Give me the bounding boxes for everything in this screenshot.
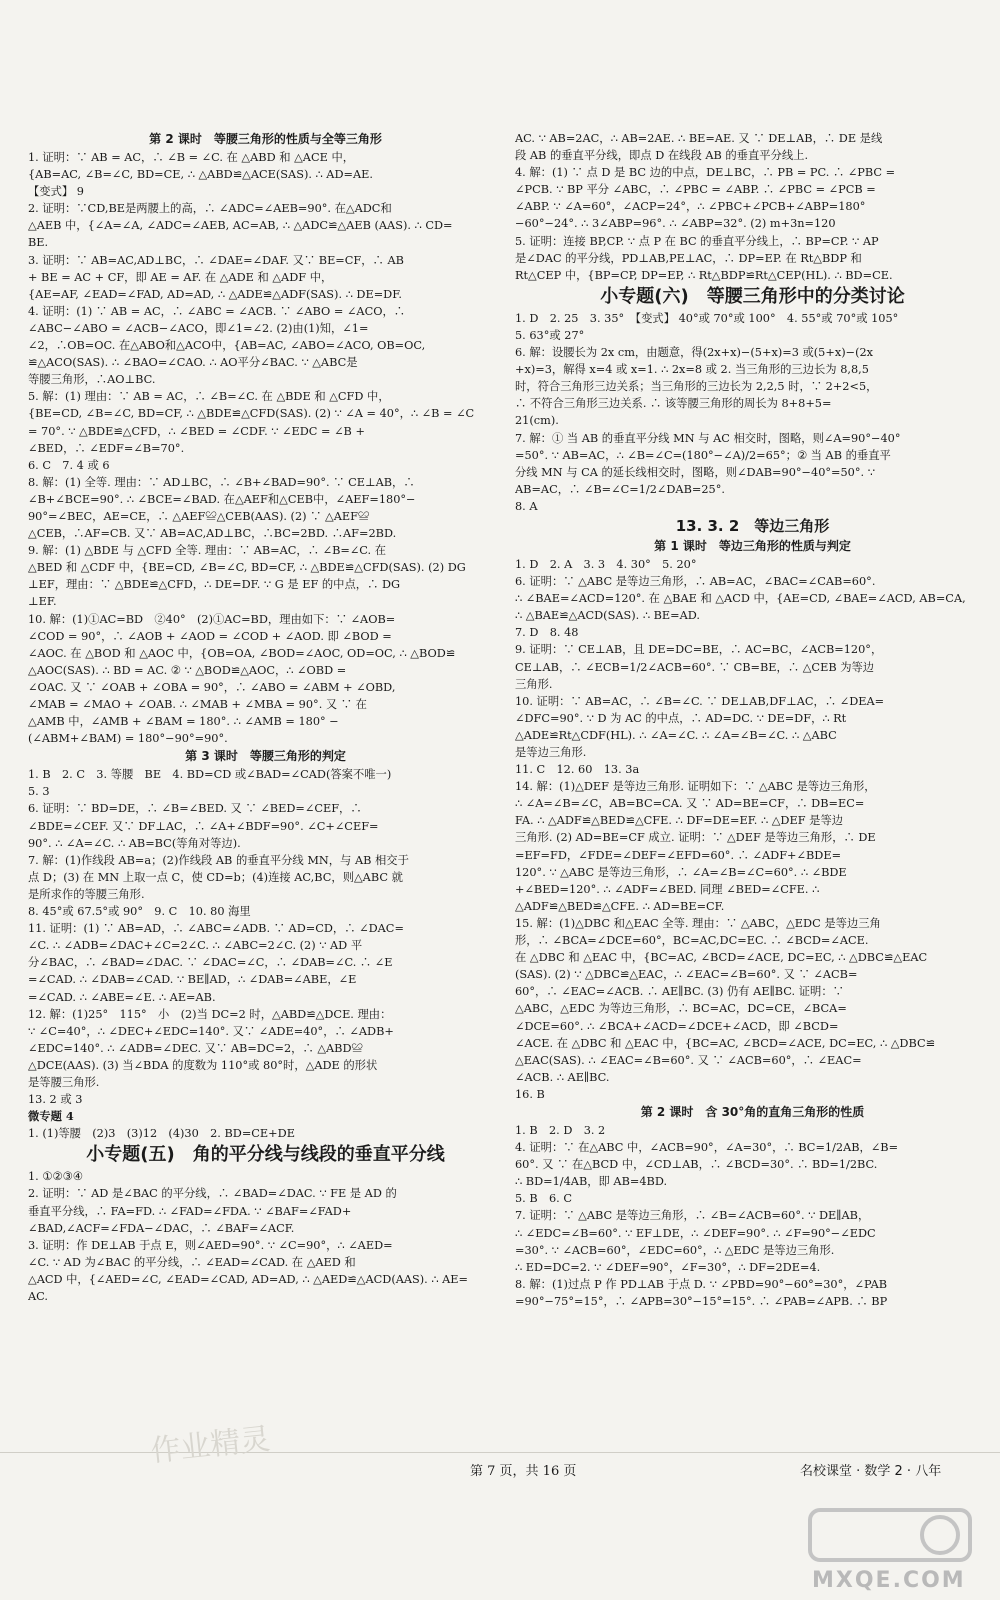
answer-line: 11. C 12. 60 13. 3a — [515, 763, 640, 777]
answer-line: 8. 解：(1)过点 P 作 PD⊥AB 于点 D. ∵ ∠PBD=90°−60°=30°，∠PAB — [515, 1277, 888, 1291]
answer-line: 3. 证明：作 DE⊥AB 于点 E，则∠AED=90°. ∵ ∠C=90°，∴ ∠AED= — [28, 1238, 393, 1252]
answer-line: 120°. ∵ △ABC 是等边三角形，∴ ∠A=∠B=∠C=60°. ∴ ∠BDE — [515, 865, 847, 879]
answer-line: △AEB 中，{∠A=∠A, ∠ADC=∠AEB, AC=AB, ∴ △ADC≌△AEB (AAS). ∴ CD= — [28, 219, 453, 233]
left-lines-3 — [28, 1168, 503, 1305]
answer-line: 9. 证明：∵ CE⊥AB，且 DE=DC=BE，∴ AC=BC，∠ACB=120°， — [515, 643, 883, 657]
answer-line: {AE=AF, ∠EAD=∠FAD, AD=AD, ∴ △ADE≌△ADF(SAS). ∴ DE=DF. — [28, 287, 402, 301]
answer-line: △CEB，∴AF=CB. 又∵ AB=AC,AD⊥BC，∴BC=2BD. ∴AF=2BD. — [28, 527, 397, 541]
sub-heading: 第 1 课时 等边三角形的性质与判定 — [654, 538, 851, 553]
answer-line: ∠EDC=140°. ∴ ∠ADB=∠DEC. 又∵ AB=DC=2，∴ △ABD≌ — [28, 1041, 363, 1055]
answer-line: △ADF≌△BED≌△CFE. ∴ AD=BE=CF. — [515, 899, 725, 913]
answer-line: 14. 解：(1)△DEF 是等边三角形. 证明如下：∵ △ABC 是等边三角形， — [515, 780, 876, 794]
answer-line: =50°. ∵ AB=AC，∴ ∠B=∠C=(180°−∠A)/2=65°；② 当 AB 的垂直平 — [515, 448, 891, 462]
big-heading: 小专题(六) 等腰三角形中的分类讨论 — [600, 285, 905, 307]
answer-line: ∠2，∴OB=OC. 在△ABO和△ACO中，{AB=AC, ∠ABO=∠ACO, OB=OC, — [28, 339, 426, 353]
answer-line: ⊥EF，理由：∵ △BDE≌△CFD，∴ DE=DF. ∵ G 是 EF 的中点，∴ DG — [28, 578, 401, 592]
answer-line: △BED 和 △CDF 中，{BE=CD, ∠B=∠C, BD=CF, ∴ △BDE≌△CFD(SAS). (2) DG — [28, 561, 466, 575]
answer-line: AC. — [28, 1290, 48, 1303]
answer-line: ⊥EF. — [28, 595, 57, 609]
answer-line: 1. D 2. A 3. 3 4. 30° 5. 20° — [515, 557, 697, 571]
answer-line: 10. 解：(1)①AC=BD ②40° (2)①AC=BD，理由如下：∵ ∠AOB= — [28, 612, 396, 626]
answer-line: (SAS). (2) ∵ △DBC≌△EAC，∴ ∠EAC=∠B=60°. 又 ∵ ∠ACB= — [515, 968, 858, 982]
answer-line: 11. 证明：(1) ∵ AB=AD，∴ ∠ABC=∠ADB. ∵ AD=CD，∴ ∠DAC= — [28, 922, 404, 936]
answer-line: FA. ∴ △ADF≌△BED≌△CFE. ∴ DF=DE=EF. ∴ △DEF 是等边 — [515, 814, 844, 828]
answer-line: Rt△CEP 中，{BP=CP, DP=EP, ∴ Rt△BDP≌Rt△CEP(HL). ∴ BD=CE. — [515, 268, 893, 282]
answer-line: 12. 解：(1)25° 115° 小 (2)当 DC=2 时，△ABD≌△DCE. 理由： — [28, 1007, 392, 1021]
answer-line: 时，符合三角形三边关系；当三角形的三边长为 2,2,5 时，∵ 2+2<5， — [515, 380, 878, 394]
answer-line: △ABC，△EDC 为等边三角形，∴ BC=AC，DC=CE，∠BCA= — [515, 1002, 847, 1016]
answer-line: 1. D 2. 25 3. 35° 【变式】 40°或 70°或 100° 4. 55°或 70°或 105° — [515, 311, 899, 325]
page-number: 第 7 页，共 16 页 — [470, 1464, 577, 1479]
answer-line: 90°. ∴ ∠A=∠C. ∴ AB=BC(等角对等边). — [28, 836, 241, 850]
answer-line: 是等腰三角形. — [28, 1075, 100, 1089]
answer-line: ∠DFC=90°. ∵ D 为 AC 的中点，∴ AD=DC. ∵ DE=DF，∴ Rt — [515, 711, 847, 725]
big-heading: 小专题(五) 角的平分线与线段的垂直平分线 — [86, 1144, 445, 1166]
answer-line: 7. 证明：∵ △ABC 是等边三角形，∴ ∠B=∠ACB=60°. ∵ DE∥AB， — [515, 1209, 870, 1223]
answer-line: =30°. ∵ ∠ACB=60°，∠EDC=60°，∴ △EDC 是等边三角形. — [515, 1243, 835, 1257]
answer-line: 4. 解：(1) ∵ 点 D 是 BC 边的中点，DE⊥BC，∴ PB = PC. ∴ ∠PBC = — [515, 166, 896, 180]
left-column — [28, 130, 503, 1305]
answer-line: 90°=∠BEC，AE=CE，∴ △AEF≌△CEB(AAS). (2) ∵ △AEF≌ — [28, 509, 370, 523]
answer-line: 2. 证明：∵CD,BE是两腰上的高，∴ ∠ADC=∠AEB=90°. 在△ADC和 — [28, 202, 392, 216]
answer-line: =90°−75°=15°，∴ ∠APB=30°−15°=15°. ∴ ∠PAB=∠APB. ∴ BP — [515, 1294, 888, 1308]
answer-line: 1. B 2. C 3. 等腰 BE 4. BD=CD 或∠BAD=∠CAD(答案不唯一) — [28, 768, 392, 782]
answer-line: 4. 证明：∵ 在△ABC 中，∠ACB=90°，∠A=30°，∴ BC=1/2AB，∠B= — [515, 1141, 899, 1155]
answer-line: 8. 45°或 67.5°或 90° 9. C 10. 80 海里 — [28, 905, 251, 919]
answer-line: 15. 解：(1)△DBC 和△EAC 全等. 理由：∵ △ABC，△EDC 是等边三角 — [515, 916, 881, 930]
answer-line: =∠CAD. ∴ ∠ABE=∠E. ∴ AE=AB. — [28, 990, 216, 1004]
answer-line: = 70°. ∵ △BDE≌△CFD，∴ ∠BED = ∠CDF. ∵ ∠EDC = ∠B + — [28, 424, 365, 438]
answer-line: 60°. 又 ∵ 在△BCD 中，∠CD⊥AB，∴ ∠BCD=30°. ∴ BD=1/2BC. — [515, 1158, 878, 1172]
left-lines-1 — [28, 149, 503, 747]
right-lines-1 — [515, 130, 990, 284]
answer-line: 4. 证明：(1) ∵ AB = AC，∴ ∠ABC = ∠ACB. ∵ ∠ABO = ∠ACO，∴ — [28, 304, 406, 318]
watermark: 作业精灵 — [148, 1421, 272, 1470]
answer-line: 8. A — [515, 499, 538, 513]
answer-line: ∠C. ∴ ∠ADB=∠DAC+∠C=2∠C. ∴ ∠ABC=2∠C. (2) ∵ AD 平 — [28, 939, 363, 953]
answer-line: △DCE(AAS). (3) 当∠BDA 的度数为 110°或 80°时，△ADE 的形状 — [28, 1058, 378, 1072]
answer-line: 形，∴ ∠BCA=∠DCE=60°，BC=AC,DC=EC. ∴ ∠BCD=∠ACE. — [515, 934, 869, 948]
answer-line: 6. 解：设腰长为 2x cm，由题意，得(2x+x)−(5+x)=3 或(5+x)−(2x — [515, 346, 874, 360]
answer-line: △AOC(SAS). ∴ BD = AC. ② ∵ △BOD≌△AOC，∴ ∠OBD = — [28, 663, 347, 677]
site-logo-text: MXQE.COM — [812, 1568, 966, 1593]
answer-line: 9. 解：(1) △BDE 与 △CFD 全等. 理由：∵ AB=AC，∴ ∠B=∠C. 在 — [28, 544, 387, 558]
answer-line: ∠BAD,∠ACF=∠FDA−∠DAC，∴ ∠BAF=∠ACF. — [28, 1221, 295, 1235]
answer-line: 是等边三角形. — [515, 746, 587, 759]
answer-line: ∴ △BAE≌△ACD(SAS). ∴ BE=AD. — [515, 609, 701, 623]
answer-line: ∴ ∠BAE=∠ACD=120°. 在 △BAE 和 △ACD 中，{AE=CD, ∠BAE=∠ACD, AB=CA, — [515, 592, 966, 606]
answer-line: 分线 MN 与 CA 的延长线相交时，图略，则∠DAB=90°−40°=50°. ∵ — [515, 465, 875, 479]
answer-line: ∠MAB = ∠MAO + ∠OAB. ∴ ∠MAB + ∠MBA = 90°. 又 ∵ 在 — [28, 698, 367, 711]
answer-line: 是∠DAC 的平分线，PD⊥AB,PE⊥AC，∴ DP=EP. 在 Rt△BDP 和 — [515, 251, 862, 265]
section-heading: 第 2 课时 等腰三角形的性质与全等三角形 — [149, 132, 382, 146]
answer-line: 5. 3 — [28, 785, 50, 799]
answer-line: ∴ BD=1/4AB，即 AB=4BD. — [515, 1175, 668, 1189]
answer-line: =EF=FD，∠FDE=∠DEF=∠EFD=60°. ∴ ∠ADF+∠BDE= — [515, 848, 842, 862]
answer-line: 7. 解：(1)作线段 AB=a；(2)作线段 AB 的垂直平分线 MN，与 AB 相交于 — [28, 853, 409, 867]
answer-line: =∠CAD. ∴ ∠DAB=∠CAD. ∵ BE∥AD，∴ ∠DAB=∠ABE，∠E — [28, 973, 357, 987]
answer-line: △ADE≌Rt△CDF(HL). ∴ ∠A=∠C. ∴ ∠A=∠B=∠C. ∴ △ABC — [515, 728, 837, 742]
answer-line: 垂直平分线，∴ FA=FD. ∴ ∠FAD=∠FDA. ∵ ∠BAF=∠FAD+ — [28, 1204, 352, 1218]
answer-line: + BE = AC + CF，即 AE = AF. 在 △ADE 和 △ADF 中， — [28, 270, 333, 284]
answer-line: 6. 证明：∵ BD=DE，∴ ∠B=∠BED. 又 ∵ ∠BED=∠CEF，∴ — [28, 802, 362, 816]
answer-line: ∠BDE=∠CEF. 又∵ DF⊥AC，∴ ∠A+∠BDF=90°. ∠C+∠CEF= — [28, 819, 379, 833]
answer-line: 7. D 8. 48 — [515, 626, 579, 640]
answer-line: 在 △DBC 和 △EAC 中，{BC=AC, ∠BCD=∠ACE, DC=EC, ∴ △DBC≌△EAC — [515, 951, 928, 965]
section-heading: 第 3 课时 等腰三角形的判定 — [185, 749, 346, 764]
answer-line: ∠ABP. ∵ ∠A=60°，∠ACP=24°，∴ ∠PBC+∠PCB+∠ABP=180° — [515, 200, 866, 214]
micro-topic-line: 1. (1)等腰 (2)3 (3)12 (4)30 2. BD=CE+DE — [28, 1127, 295, 1141]
right-lines-3 — [515, 556, 990, 1103]
answer-line: 5. 证明：连接 BP,CP. ∵ 点 P 在 BC 的垂直平分线上，∴ BP=CP. ∵ AP — [515, 234, 879, 248]
answer-line: 段 AB 的垂直平分线，即点 D 在线段 AB 的垂直平分线上. — [515, 149, 809, 163]
right-lines-2 — [515, 310, 990, 515]
answer-line: 60°，∴ ∠EAC=∠ACB. ∴ AE∥BC. (3) 仍有 AE∥BC. 证明：∵ — [515, 985, 844, 999]
answer-line: ∴ ED=DC=2. ∵ ∠DEF=90°，∠F=30°，∴ DF=2DE=4. — [515, 1260, 821, 1274]
answer-line: 7. 解：① 当 AB 的垂直平分线 MN 与 AC 相交时，图略，则∠A=90°−40° — [515, 431, 901, 445]
answer-line: ∠C. ∵ AD 为∠BAC 的平分线，∴ ∠EAD=∠CAD. 在 △AED 和 — [28, 1255, 356, 1269]
answer-line: ∴ ∠A=∠B=∠C，AB=BC=CA. 又 ∵ AD=BE=CF，∴ DB=EC= — [515, 797, 865, 811]
answer-line: ∠PCB. ∵ BP 平分 ∠ABC，∴ ∠PBC = ∠ABP. ∴ ∠PBC = ∠PCB = — [515, 183, 876, 197]
answer-line: 21(cm). — [515, 414, 559, 428]
answer-line: 1. B 2. D 3. 2 — [515, 1123, 606, 1137]
right-column — [515, 130, 990, 1310]
answer-line: AB=AC，∴ ∠B=∠C=1/2∠DAB=25°. — [515, 482, 725, 496]
answer-line: CE⊥AB，∴ ∠ECB=1/2∠ACB=60°. ∵ CB=BE，∴ △CEB 为等边 — [515, 660, 875, 674]
answer-line: △AMB 中，∠AMB + ∠BAM = 180°. ∴ ∠AMB = 180° − — [28, 715, 339, 729]
answer-line: ∴ ∠EDC=∠B=60°. ∵ EF⊥DE，∴ ∠DEF=90°. ∴ ∠F=90°−∠EDC — [515, 1226, 876, 1240]
answer-line: 3. 证明：∵ AB=AC,AD⊥BC，∴ ∠DAE=∠DAF. 又∵ BE=CF，∴ AB — [28, 253, 404, 267]
answer-line: 分∠BAC，∴ ∠BAD=∠DAC. ∵ ∠DAC=∠C，∴ ∠DAB=∠C. ∴ ∠E — [28, 956, 393, 970]
answer-line: 10. 证明：∵ AB=AC，∴ ∠B=∠C. ∵ DE⊥AB,DF⊥AC，∴ ∠DEA= — [515, 694, 885, 708]
answer-line: 16. B — [515, 1087, 545, 1101]
answer-line: △ACD 中，{∠AED=∠C, ∠EAD=∠CAD, AD=AD, ∴ △AED≌△ACD(AAS). ∴ AE= — [28, 1272, 469, 1286]
answer-line: +∠BED=120°. ∴ ∠ADF=∠BED. 同理 ∠BED=∠CFE. ∴ — [515, 882, 820, 896]
answer-line: ∠BED，∴ ∠EDF=∠B=70°. — [28, 441, 185, 455]
sub-heading: 第 2 课时 含 30°角的直角三角形的性质 — [640, 1104, 865, 1119]
answer-line: {BE=CD, ∠B=∠C, BD=CF, ∴ △BDE≌△CFD(SAS). (2) ∵ ∠A = 40°，∴ ∠B = ∠C — [28, 407, 475, 421]
answer-line: ∠AOC. 在 △BOD 和 △AOC 中，{OB=OA, ∠BOD=∠AOC, OD=OC, ∴ △BOD≌ — [28, 646, 456, 660]
answer-line: 三角形. — [515, 677, 553, 691]
answer-line: +x)=3，解得 x=4 或 x=1. ∴ 2x=8 或 2. 当三角形的三边长为 8,8,5 — [515, 363, 869, 377]
answer-line: 5. 63°或 27° — [515, 328, 585, 342]
left-lines-2 — [28, 766, 503, 1108]
right-lines-4 — [515, 1122, 990, 1310]
answer-line: 6. 证明：∵ △ABC 是等边三角形，∴ AB=AC，∠BAC=∠CAB=60°. — [515, 575, 876, 589]
answer-line: ∠ABC−∠ABO = ∠ACB−∠ACO，即∠1=∠2. (2)由(1)知，∠1= — [28, 321, 369, 335]
answer-line: 是所求作的等腰三角形. — [28, 887, 145, 901]
answer-line: 5. 解：(1) 理由：∵ AB = AC，∴ ∠B=∠C. 在 △BDE 和 △CFD 中， — [28, 390, 390, 404]
answer-line: BE. — [28, 236, 49, 250]
book-brand: 名校课堂 · 数学 2 · 八年 — [800, 1464, 942, 1479]
answer-line: 点 D；(3) 在 MN 上取一点 C，使 CD=b；(4)连接 AC,BC，则△ABC 就 — [28, 870, 403, 884]
answer-line: △EAC(SAS). ∴ ∠EAC=∠B=60°. 又 ∵ ∠ACB=60°，∴ ∠EAC= — [515, 1053, 862, 1067]
answer-line: ≌△ACO(SAS). ∴ ∠BAO=∠CAO. ∴ AO平分∠BAC. ∵ △ABC是 — [28, 356, 358, 370]
answer-line: 5. B 6. C — [515, 1192, 572, 1206]
answer-line: (∠ABM+∠BAM) = 180°−90°=90°. — [28, 732, 228, 746]
answer-line: 2. 证明：∵ AD 是∠BAC 的平分线，∴ ∠BAD=∠DAC. ∵ FE 是 AD 的 — [28, 1187, 397, 1201]
answer-line: 【变式】 9 — [28, 185, 84, 199]
micro-topic-title: 微专题 4 — [28, 1109, 74, 1124]
answer-line: ∠COD = 90°，∴ ∠AOB + ∠AOD = ∠COD + ∠AOD. 即 ∠BOD = — [28, 629, 392, 643]
answer-line: ∠ACB. ∴ AE∥BC. — [515, 1070, 610, 1084]
answer-line: 8. 解：(1) 全等. 理由：∵ AD⊥BC，∴ ∠B+∠BAD=90°. ∵ CE⊥AB，∴ — [28, 475, 415, 489]
answer-line: ∵ ∠C=40°，∴ ∠DEC+∠EDC=140°. 又∵ ∠ADE=40°，∴ ∠ADB+ — [28, 1024, 394, 1038]
answer-line: ∠OAC. 又 ∵ ∠OAB + ∠OBA = 90°，∴ ∠ABO = ∠ABM + ∠OBD, — [28, 680, 396, 694]
answer-line: {AB=AC, ∠B=∠C, BD=CE, ∴ △ABD≌△ACE(SAS). ∴ AD=AE. — [28, 168, 373, 182]
answer-line: 13. 2 或 3 — [28, 1093, 83, 1107]
answer-line: 1. ①②③④ — [28, 1170, 83, 1184]
answer-line: ∠DCE=60°. ∴ ∠BCA+∠ACD=∠DCE+∠ACD，即 ∠BCD= — [515, 1019, 839, 1033]
answer-line: 6. C 7. 4 或 6 — [28, 458, 110, 472]
answer-line: 等腰三角形，∴AO⊥BC. — [28, 373, 156, 387]
answer-line: AC. ∵ AB=2AC，∴ AB=2AE. ∴ BE=AE. 又 ∵ DE⊥AB，∴ DE 是线 — [515, 132, 883, 145]
answer-line: −60°−24°. ∴ 3∠ABP=96°. ∴ ∠ABP=32°. (2) m+3n=120 — [515, 217, 836, 231]
answer-line: ∴ 不符合三角形三边关系. ∴ 该等腰三角形的周长为 8+8+5= — [515, 397, 832, 411]
answer-line: ∠B+∠BCE=90°. ∴ ∠BCE=∠BAD. 在△AEF和△CEB中，∠AEF=180°− — [28, 492, 416, 506]
answer-line: 1. 证明：∵ AB = AC，∴ ∠B = ∠C. 在 △ABD 和 △ACE 中， — [28, 151, 355, 164]
section-heading: 13. 3. 2 等边三角形 — [675, 516, 830, 535]
answer-line: 三角形. (2) AD=BE=CF 成立. 证明：∵ △DEF 是等边三角形，∴ DE — [515, 831, 876, 845]
answer-line: ∠ACE. 在 △DBC 和 △EAC 中，{BC=AC, ∠BCD=∠ACE, DC=EC, ∴ △DBC≌ — [515, 1036, 936, 1050]
